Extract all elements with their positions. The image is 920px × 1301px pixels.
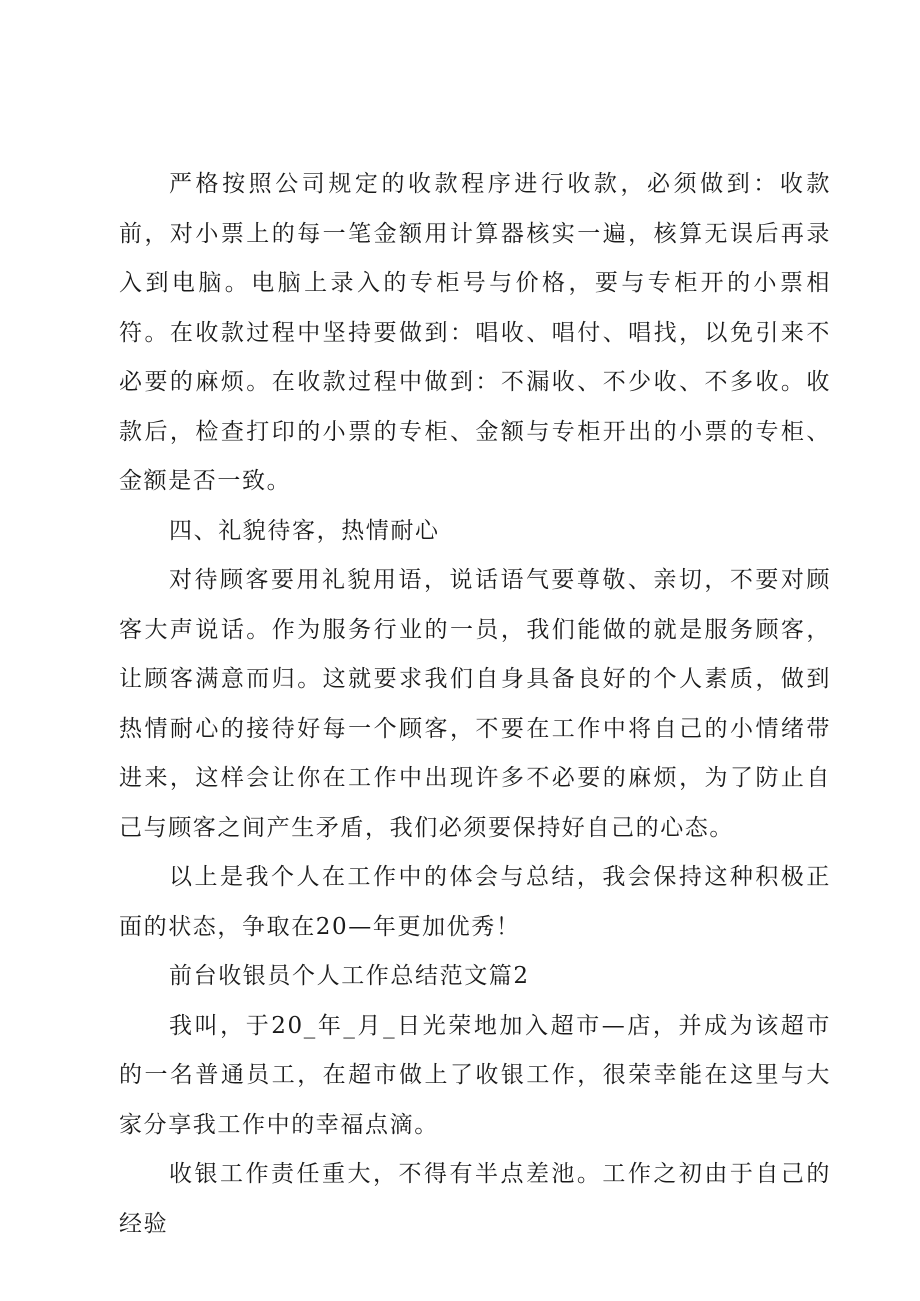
paragraph-responsibility: 收银工作责任重大，不得有半点差池。工作之初由于自己的经验 xyxy=(119,1161,831,1237)
article-heading-part-2: 前台收银员个人工作总结范文篇2 xyxy=(169,963,530,989)
paragraph-checkout-procedure: 严格按照公司规定的收款程序进行收款，必须做到：收款前，对小票上的每一笔金额用计算器核实一遍，核算无误后再录入到电脑。电脑上录入的专柜号与价格，要与专柜开的小票相符。在收款过程中坚持要做到：唱收、唱付、唱找，以免引来不必要的麻烦。在收款过程中做到：不漏收、不少收、不多收。收款后，检查打印的小票的专柜、金额与专柜开出的小票的专柜、金额是否一致。 xyxy=(119,171,831,494)
paragraph-customer-service: 对待顾客要用礼貌用语，说话语气要尊敬、亲切，不要对顾客大声说话。作为服务行业的一员，我们能做的就是服务顾客，让顾客满意而归。这就要求我们自身具备良好的个人素质，做到热情耐心的接待好每一个顾客，不要在工作中将自己的小情绪带进来，这样会让你在工作中出现许多不必要的麻烦，为了防止自己与顾客之间产生矛盾，我们必须要保持好自己的心态。 xyxy=(119,567,831,841)
paragraph-introduction: 我叫，于20_年_月_日光荣地加入超市—店，并成为该超市的一名普通员工，在超市做上了收银工作，很荣幸能在这里与大家分享我工作中的幸福点滴。 xyxy=(119,1012,831,1138)
paragraph-summary: 以上是我个人在工作中的体会与总结，我会保持这种积极正面的状态，争取在20—年更加优秀！ xyxy=(119,864,831,940)
section-heading-courtesy: 四、礼貌待客，热情耐心 xyxy=(169,517,440,544)
document-body xyxy=(119,160,831,1249)
